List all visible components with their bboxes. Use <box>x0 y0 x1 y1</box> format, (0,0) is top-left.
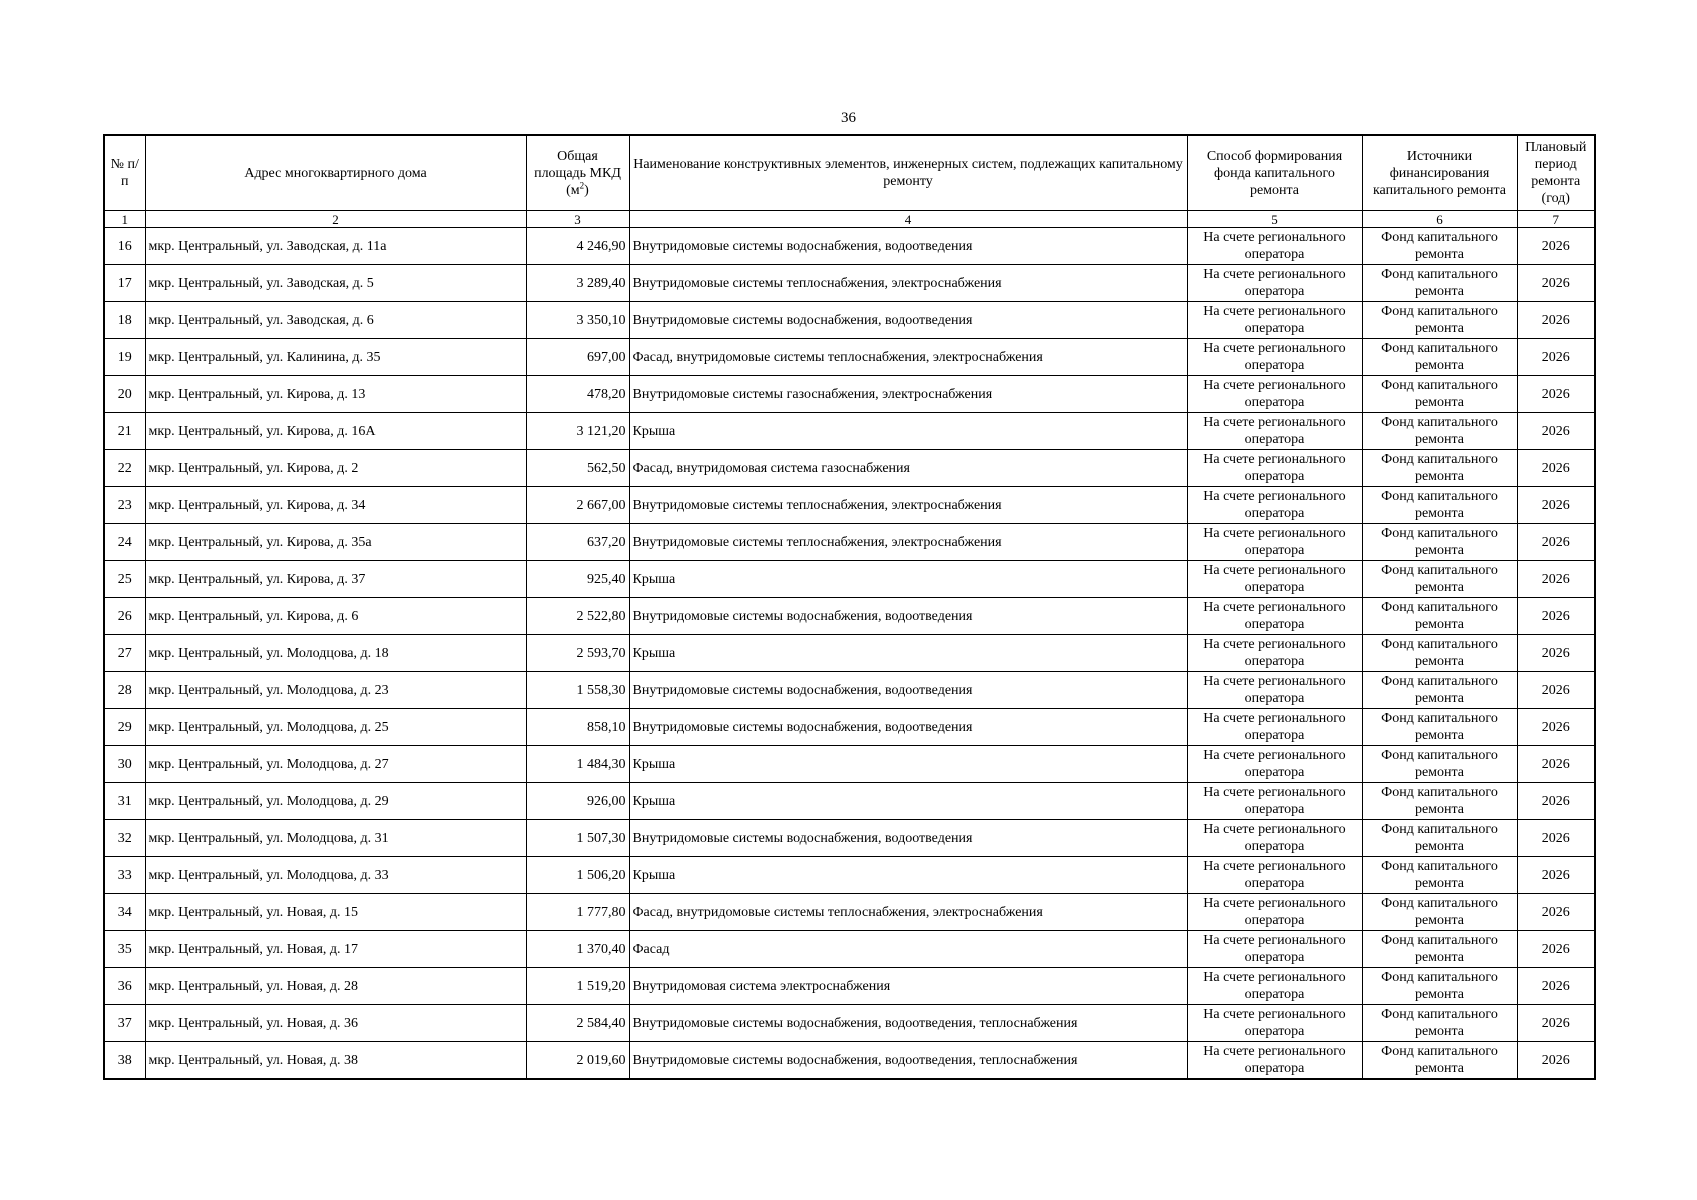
row-year: 2026 <box>1517 413 1595 450</box>
row-area: 3 350,10 <box>526 302 629 339</box>
header-area-sup: 2 <box>579 179 585 190</box>
row-elements: Фасад, внутридомовая система газоснабжения <box>629 450 1187 487</box>
row-address: мкр. Центральный, ул. Кирова, д. 16А <box>145 413 526 450</box>
row-number: 26 <box>104 598 145 635</box>
row-fund-method: На счете регионального оператора <box>1187 1005 1362 1042</box>
table-row <box>104 857 1595 894</box>
row-elements: Крыша <box>629 783 1187 820</box>
row-fund-method: На счете регионального оператора <box>1187 894 1362 931</box>
row-area: 4 246,90 <box>526 228 629 265</box>
row-elements: Внутридомовые системы теплоснабжения, электроснабжения <box>629 524 1187 561</box>
row-funding-source: Фонд капитального ремонта <box>1362 561 1517 598</box>
row-funding-source: Фонд капитального ремонта <box>1362 820 1517 857</box>
row-year: 2026 <box>1517 672 1595 709</box>
row-elements: Крыша <box>629 635 1187 672</box>
row-area: 3 121,20 <box>526 413 629 450</box>
row-area: 637,20 <box>526 524 629 561</box>
table-row <box>104 1042 1595 1080</box>
table-row <box>104 598 1595 635</box>
row-elements: Внутридомовые системы водоснабжения, водоотведения <box>629 228 1187 265</box>
row-address: мкр. Центральный, ул. Новая, д. 15 <box>145 894 526 931</box>
column-number: 2 <box>145 211 526 228</box>
row-funding-source: Фонд капитального ремонта <box>1362 635 1517 672</box>
row-elements: Крыша <box>629 561 1187 598</box>
row-number: 25 <box>104 561 145 598</box>
row-year: 2026 <box>1517 598 1595 635</box>
row-fund-method: На счете регионального оператора <box>1187 746 1362 783</box>
row-address: мкр. Центральный, ул. Новая, д. 28 <box>145 968 526 1005</box>
row-area: 926,00 <box>526 783 629 820</box>
row-area: 1 484,30 <box>526 746 629 783</box>
row-elements: Внутридомовые системы газоснабжения, электроснабжения <box>629 376 1187 413</box>
row-address: мкр. Центральный, ул. Заводская, д. 5 <box>145 265 526 302</box>
table-row <box>104 302 1595 339</box>
row-elements: Фасад, внутридомовые системы теплоснабжения, электроснабжения <box>629 339 1187 376</box>
row-area: 2 593,70 <box>526 635 629 672</box>
row-address: мкр. Центральный, ул. Молодцова, д. 27 <box>145 746 526 783</box>
row-address: мкр. Центральный, ул. Заводская, д. 11а <box>145 228 526 265</box>
row-number: 19 <box>104 339 145 376</box>
row-year: 2026 <box>1517 487 1595 524</box>
row-year: 2026 <box>1517 709 1595 746</box>
row-area: 1 370,40 <box>526 931 629 968</box>
row-fund-method: На счете регионального оператора <box>1187 1042 1362 1080</box>
column-number: 6 <box>1362 211 1517 228</box>
table-row <box>104 265 1595 302</box>
row-year: 2026 <box>1517 339 1595 376</box>
row-year: 2026 <box>1517 1005 1595 1042</box>
row-address: мкр. Центральный, ул. Молодцова, д. 29 <box>145 783 526 820</box>
row-area: 1 507,30 <box>526 820 629 857</box>
row-funding-source: Фонд капитального ремонта <box>1362 931 1517 968</box>
row-address: мкр. Центральный, ул. Молодцова, д. 18 <box>145 635 526 672</box>
row-address: мкр. Центральный, ул. Кирова, д. 37 <box>145 561 526 598</box>
table-row <box>104 931 1595 968</box>
row-number: 30 <box>104 746 145 783</box>
header-elements: Наименование конструктивных элементов, инженерных систем, подлежащих капитальному ремонту <box>629 135 1187 211</box>
row-funding-source: Фонд капитального ремонта <box>1362 894 1517 931</box>
row-fund-method: На счете регионального оператора <box>1187 635 1362 672</box>
table-row <box>104 820 1595 857</box>
header-row <box>104 135 1595 211</box>
header-area <box>526 135 629 211</box>
row-number: 16 <box>104 228 145 265</box>
header-sources: Источники финансирования капитального ремонта <box>1362 135 1517 211</box>
row-fund-method: На счете регионального оператора <box>1187 265 1362 302</box>
row-elements: Внутридомовые системы водоснабжения, водоотведения, теплоснабжения <box>629 1005 1187 1042</box>
row-number: 31 <box>104 783 145 820</box>
row-number: 18 <box>104 302 145 339</box>
row-year: 2026 <box>1517 820 1595 857</box>
row-fund-method: На счете регионального оператора <box>1187 413 1362 450</box>
row-year: 2026 <box>1517 746 1595 783</box>
row-number: 28 <box>104 672 145 709</box>
table-row <box>104 783 1595 820</box>
row-area: 1 519,20 <box>526 968 629 1005</box>
row-area: 2 522,80 <box>526 598 629 635</box>
table-row <box>104 709 1595 746</box>
row-funding-source: Фонд капитального ремонта <box>1362 598 1517 635</box>
row-funding-source: Фонд капитального ремонта <box>1362 228 1517 265</box>
row-year: 2026 <box>1517 302 1595 339</box>
row-funding-source: Фонд капитального ремонта <box>1362 672 1517 709</box>
row-number: 35 <box>104 931 145 968</box>
table-body <box>104 228 1595 1080</box>
row-address: мкр. Центральный, ул. Новая, д. 38 <box>145 1042 526 1080</box>
row-address: мкр. Центральный, ул. Кирова, д. 6 <box>145 598 526 635</box>
table-row <box>104 450 1595 487</box>
row-funding-source: Фонд капитального ремонта <box>1362 968 1517 1005</box>
row-funding-source: Фонд капитального ремонта <box>1362 450 1517 487</box>
row-area: 3 289,40 <box>526 265 629 302</box>
row-year: 2026 <box>1517 265 1595 302</box>
row-year: 2026 <box>1517 931 1595 968</box>
row-elements: Фасад, внутридомовые системы теплоснабжения, электроснабжения <box>629 894 1187 931</box>
row-elements: Фасад <box>629 931 1187 968</box>
row-number: 29 <box>104 709 145 746</box>
row-area: 1 558,30 <box>526 672 629 709</box>
row-fund-method: На счете регионального оператора <box>1187 450 1362 487</box>
table-row <box>104 339 1595 376</box>
row-funding-source: Фонд капитального ремонта <box>1362 1005 1517 1042</box>
row-year: 2026 <box>1517 524 1595 561</box>
row-number: 27 <box>104 635 145 672</box>
row-fund-method: На счете регионального оператора <box>1187 709 1362 746</box>
row-funding-source: Фонд капитального ремонта <box>1362 857 1517 894</box>
row-fund-method: На счете регионального оператора <box>1187 857 1362 894</box>
row-funding-source: Фонд капитального ремонта <box>1362 783 1517 820</box>
table-row <box>104 561 1595 598</box>
table-row <box>104 672 1595 709</box>
table-row <box>104 746 1595 783</box>
header-num: № п/п <box>104 135 145 211</box>
row-fund-method: На счете регионального оператора <box>1187 783 1362 820</box>
row-elements: Внутридомовая система электроснабжения <box>629 968 1187 1005</box>
row-elements: Крыша <box>629 857 1187 894</box>
row-fund-method: На счете регионального оператора <box>1187 524 1362 561</box>
row-number: 23 <box>104 487 145 524</box>
row-funding-source: Фонд капитального ремонта <box>1362 709 1517 746</box>
row-fund-method: На счете регионального оператора <box>1187 968 1362 1005</box>
row-number: 32 <box>104 820 145 857</box>
row-address: мкр. Центральный, ул. Кирова, д. 35а <box>145 524 526 561</box>
row-year: 2026 <box>1517 1042 1595 1080</box>
column-number: 5 <box>1187 211 1362 228</box>
row-number: 36 <box>104 968 145 1005</box>
row-number: 37 <box>104 1005 145 1042</box>
row-fund-method: На счете регионального оператора <box>1187 376 1362 413</box>
row-fund-method: На счете регионального оператора <box>1187 487 1362 524</box>
row-area: 2 667,00 <box>526 487 629 524</box>
table-row <box>104 894 1595 931</box>
row-funding-source: Фонд капитального ремонта <box>1362 302 1517 339</box>
row-fund-method: На счете регионального оператора <box>1187 339 1362 376</box>
table-row <box>104 413 1595 450</box>
row-year: 2026 <box>1517 857 1595 894</box>
row-funding-source: Фонд капитального ремонта <box>1362 487 1517 524</box>
header-area-label: Общая площадь МКД (м <box>534 148 621 198</box>
row-address: мкр. Центральный, ул. Новая, д. 17 <box>145 931 526 968</box>
row-elements: Внутридомовые системы водоснабжения, водоотведения, теплоснабжения <box>629 1042 1187 1080</box>
column-number: 3 <box>526 211 629 228</box>
row-number: 24 <box>104 524 145 561</box>
header-fund-method: Способ формирования фонда капитального ремонта <box>1187 135 1362 211</box>
row-address: мкр. Центральный, ул. Молодцова, д. 23 <box>145 672 526 709</box>
row-year: 2026 <box>1517 635 1595 672</box>
column-number: 4 <box>629 211 1187 228</box>
row-year: 2026 <box>1517 450 1595 487</box>
row-year: 2026 <box>1517 968 1595 1005</box>
column-number: 1 <box>104 211 145 228</box>
row-area: 1 506,20 <box>526 857 629 894</box>
row-address: мкр. Центральный, ул. Молодцова, д. 33 <box>145 857 526 894</box>
row-address: мкр. Центральный, ул. Новая, д. 36 <box>145 1005 526 1042</box>
row-year: 2026 <box>1517 376 1595 413</box>
table-row <box>104 635 1595 672</box>
row-area: 2 019,60 <box>526 1042 629 1080</box>
row-funding-source: Фонд капитального ремонта <box>1362 413 1517 450</box>
row-funding-source: Фонд капитального ремонта <box>1362 265 1517 302</box>
row-fund-method: На счете регионального оператора <box>1187 598 1362 635</box>
row-elements: Внутридомовые системы теплоснабжения, электроснабжения <box>629 487 1187 524</box>
page-number: 36 <box>841 110 856 126</box>
column-number-row <box>104 211 1595 228</box>
column-number: 7 <box>1517 211 1595 228</box>
repair-registry-table <box>103 134 1596 1080</box>
row-elements: Крыша <box>629 746 1187 783</box>
row-number: 34 <box>104 894 145 931</box>
row-funding-source: Фонд капитального ремонта <box>1362 1042 1517 1080</box>
row-elements: Внутридомовые системы водоснабжения, водоотведения <box>629 672 1187 709</box>
table-row <box>104 228 1595 265</box>
row-address: мкр. Центральный, ул. Заводская, д. 6 <box>145 302 526 339</box>
row-area: 2 584,40 <box>526 1005 629 1042</box>
header-period: Плановый период ремонта (год) <box>1517 135 1595 211</box>
row-number: 22 <box>104 450 145 487</box>
row-address: мкр. Центральный, ул. Кирова, д. 2 <box>145 450 526 487</box>
row-number: 17 <box>104 265 145 302</box>
row-number: 38 <box>104 1042 145 1080</box>
table-row <box>104 376 1595 413</box>
row-area: 697,00 <box>526 339 629 376</box>
table-row <box>104 524 1595 561</box>
row-area: 925,40 <box>526 561 629 598</box>
row-area: 562,50 <box>526 450 629 487</box>
row-funding-source: Фонд капитального ремонта <box>1362 339 1517 376</box>
row-address: мкр. Центральный, ул. Молодцова, д. 25 <box>145 709 526 746</box>
row-elements: Внутридомовые системы водоснабжения, водоотведения <box>629 598 1187 635</box>
header-area-close: ) <box>584 182 589 198</box>
row-address: мкр. Центральный, ул. Калинина, д. 35 <box>145 339 526 376</box>
row-fund-method: На счете регионального оператора <box>1187 561 1362 598</box>
row-year: 2026 <box>1517 228 1595 265</box>
row-year: 2026 <box>1517 561 1595 598</box>
header-address: Адрес многоквартирного дома <box>145 135 526 211</box>
row-funding-source: Фонд капитального ремонта <box>1362 376 1517 413</box>
row-elements: Крыша <box>629 413 1187 450</box>
row-elements: Внутридомовые системы водоснабжения, водоотведения <box>629 709 1187 746</box>
row-funding-source: Фонд капитального ремонта <box>1362 524 1517 561</box>
row-elements: Внутридомовые системы теплоснабжения, электроснабжения <box>629 265 1187 302</box>
row-funding-source: Фонд капитального ремонта <box>1362 746 1517 783</box>
row-area: 1 777,80 <box>526 894 629 931</box>
row-fund-method: На счете регионального оператора <box>1187 302 1362 339</box>
row-fund-method: На счете регионального оператора <box>1187 820 1362 857</box>
row-elements: Внутридомовые системы водоснабжения, водоотведения <box>629 820 1187 857</box>
row-number: 33 <box>104 857 145 894</box>
table-row <box>104 968 1595 1005</box>
row-year: 2026 <box>1517 783 1595 820</box>
row-fund-method: На счете регионального оператора <box>1187 931 1362 968</box>
row-elements: Внутридомовые системы водоснабжения, водоотведения <box>629 302 1187 339</box>
table-row <box>104 487 1595 524</box>
row-fund-method: На счете регионального оператора <box>1187 228 1362 265</box>
row-number: 20 <box>104 376 145 413</box>
row-number: 21 <box>104 413 145 450</box>
row-area: 478,20 <box>526 376 629 413</box>
row-area: 858,10 <box>526 709 629 746</box>
row-year: 2026 <box>1517 894 1595 931</box>
table-row <box>104 1005 1595 1042</box>
row-address: мкр. Центральный, ул. Кирова, д. 34 <box>145 487 526 524</box>
row-fund-method: На счете регионального оператора <box>1187 672 1362 709</box>
row-address: мкр. Центральный, ул. Кирова, д. 13 <box>145 376 526 413</box>
row-address: мкр. Центральный, ул. Молодцова, д. 31 <box>145 820 526 857</box>
